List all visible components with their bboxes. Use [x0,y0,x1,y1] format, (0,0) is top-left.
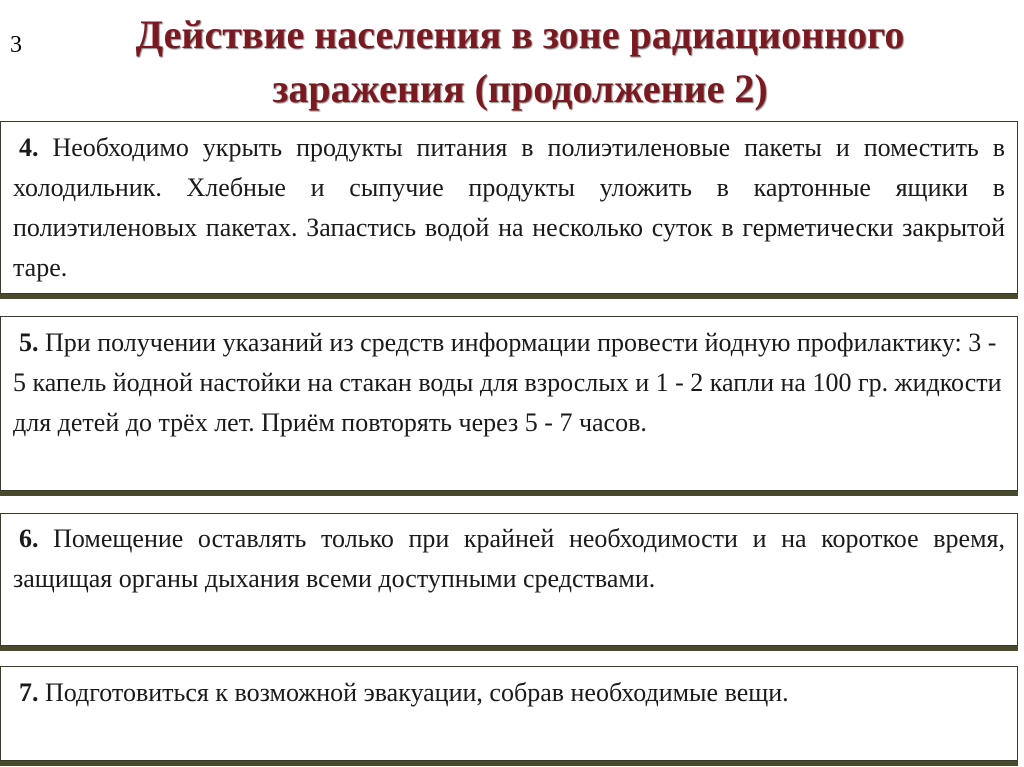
instruction-body-7: Подготовиться к возможной эвакуации, собрав необходимые вещи. [45,678,789,707]
instruction-text-5 [1,323,1017,443]
instruction-body-4: Необходимо укрыть продукты питания в полиэтиленовые пакеты и поместить в холодильник. Хлебные и сыпучие продукты уложить в картонные ящики в полиэтиленовых пакетах. Запастись водой на несколько суток в герметически закрытой таре. [13,133,1006,282]
slide-title-line-1: Действие населения в зоне радиационного [135,12,905,57]
instruction-number-5: 5. [19,328,39,357]
instruction-body-6: Помещение оставлять только при крайней необходимости и на короткое время, защищая органы дыхания всеми доступными средствами. [13,524,1005,593]
instruction-text-4 [1,128,1017,288]
slide-title [60,8,980,116]
instruction-card-4 [0,121,1018,294]
instruction-number-6: 6. [19,524,39,553]
slide-number: 3 [10,32,22,58]
instruction-card-5 [0,316,1018,491]
instruction-number-7: 7. [19,678,39,707]
instruction-text-6 [1,519,1017,599]
instruction-body-5: При получении указаний из средств информации провести йодную профилактику: 3 - 5 капель йодной настойки на стакан воды для взрослых и 1 - 2 капли на 100 гр. жидкости для детей до трёх лет. Приём повторять через 5 - 7 часов. [13,328,1002,437]
instruction-number-4: 4. [19,133,39,162]
slide-title-line-2: заражения (продолжение 2) [272,66,768,111]
instruction-card-7 [0,666,1018,761]
instruction-text-7 [1,673,1017,713]
instruction-card-6 [0,513,1018,646]
